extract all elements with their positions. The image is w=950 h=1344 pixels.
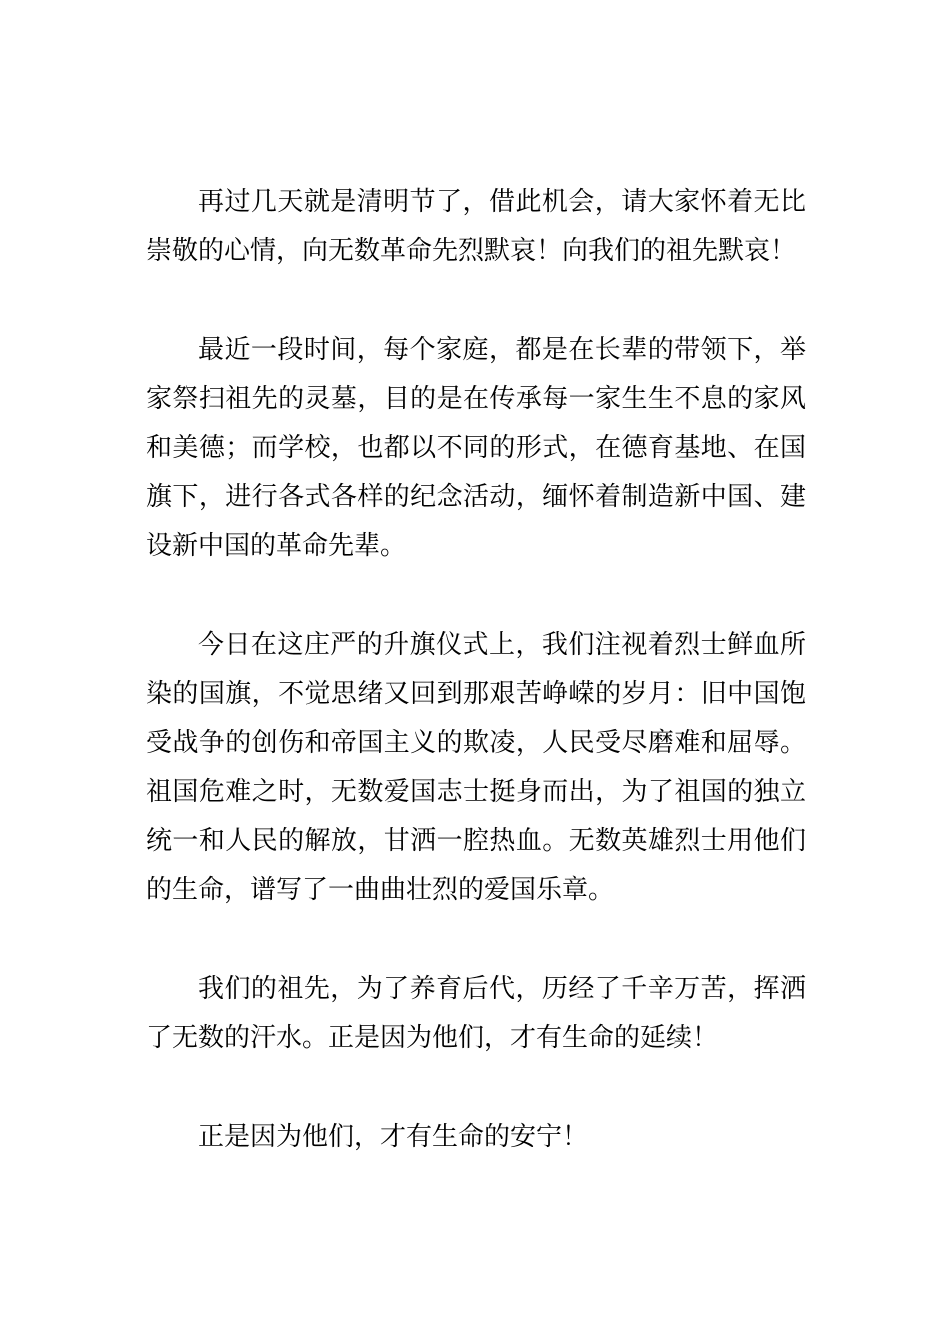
paragraph-5: 正是因为他们，才有生命的安宁！ — [198, 1122, 589, 1152]
document-body — [146, 178, 806, 1162]
paragraph-gap — [146, 1063, 806, 1113]
paragraph-gap — [146, 276, 806, 326]
paragraph-gap — [146, 915, 806, 965]
paragraph-3: 今日在这庄严的升旗仪式上，我们注视着烈士鲜血所染的国旗，不觉思绪又回到那艰苦峥嵘的岁月：旧中国饱受战争的创伤和帝国主义的欺凌，人民受尽磨难和屈辱。祖国危难之时，无数爱国志士挺身而出，为了祖国的独立统一和人民的解放，甘洒一腔热血。无数英雄烈士用他们的生命，谱写了一曲曲壮烈的爱国乐章。 — [146, 630, 806, 905]
paragraph-1: 再过几天就是清明节了，借此机会，请大家怀着无比崇敬的心情，向无数革命先烈默哀！向我们的祖先默哀！ — [146, 187, 806, 266]
paragraph-2: 最近一段时间，每个家庭，都是在长辈的带领下，举家祭扫祖先的灵墓，目的是在传承每一家生生不息的家风和美德；而学校，也都以不同的形式，在德育基地、在国旗下，进行各式各样的纪念活动，缅怀着制造新中国、建设新中国的革命先辈。 — [146, 335, 806, 561]
paragraph-gap — [146, 571, 806, 621]
paragraph-4: 我们的祖先，为了养育后代，历经了千辛万苦，挥洒了无数的汗水。正是因为他们，才有生命的延续！ — [146, 974, 806, 1053]
